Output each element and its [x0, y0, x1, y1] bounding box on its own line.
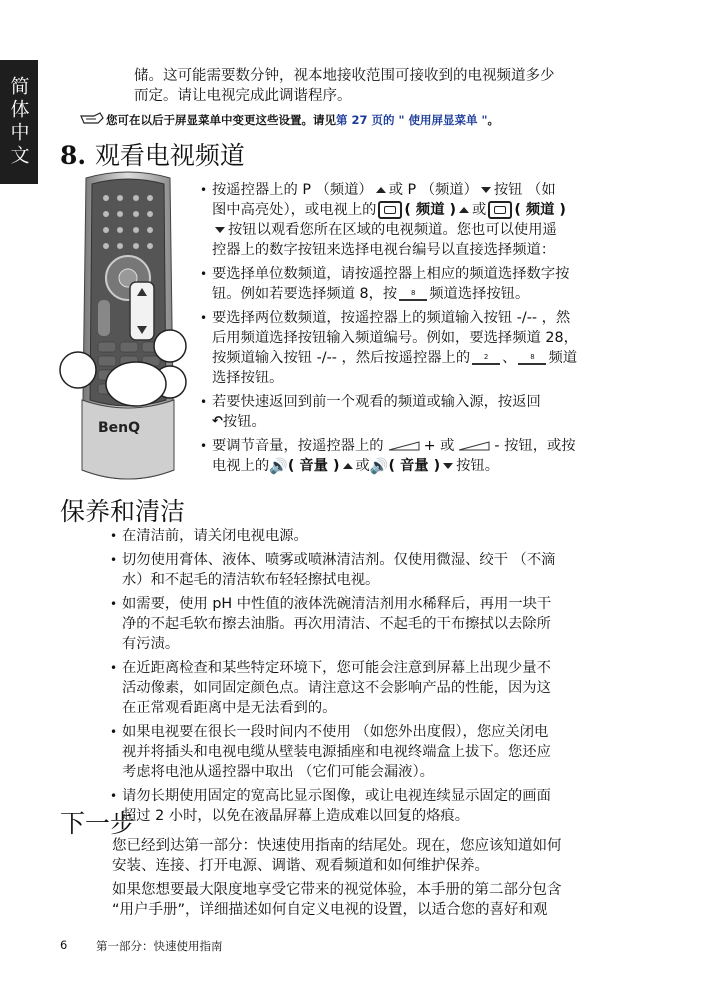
number-key-icon: 2 [472, 352, 500, 365]
section-heading [60, 136, 245, 172]
care-bullets [110, 526, 630, 830]
note-text: 您可在以后于屏显菜单中变更这些设置。请见 [106, 113, 336, 127]
return-icon: ↶ [212, 414, 223, 429]
section-title: 观看电视频道 [94, 141, 245, 170]
note-link[interactable]: 第 27 页的 " 使用屏显菜单 " [336, 113, 488, 127]
up-arrow-icon [343, 463, 353, 469]
list-item: • 要选择单位数频道，请按遥控器上相应的频道选择数字按 钮。例如若要选择频道 8，按 8 频道选择按钮。 [200, 264, 630, 304]
list-item: • 要选择两位数频道，按遥控器上的频道输入按钮 -/-- ，然 后用频道选择按钮输入频道编号。例如，要选择频道 28， 按频道输入按钮 -/-- ，然后按遥控器上的 2 、 8 频道 选择按钮。 [200, 308, 630, 388]
footer-section-label: 第一部分：快速使用指南 [96, 939, 223, 953]
language-tab: 简体中文 [0, 60, 38, 184]
down-arrow-icon [443, 463, 453, 469]
number-key-icon: 8 [399, 288, 427, 301]
speaker-icon: 🔊 [369, 457, 389, 475]
speaker-icon: 🔊 [269, 457, 288, 475]
tv-button-icon [378, 201, 402, 219]
note [80, 112, 680, 128]
list-item: • 按遥控器上的 P （频道） 或 P （频道） 按钮 （如 图中高亮处），或电视上的 ( 频道 ) 或 ( 频道 ) 按钮以观看您所在区域的电视频道。您也可以使用遥 控器上的数字按钮来选择电视台编号以直接选择频道： [200, 180, 630, 260]
volume-down-key-icon [457, 441, 491, 451]
up-arrow-icon [459, 207, 469, 213]
list-item: • 要调节音量，按遥控器上的 + 或 - 按钮，或按 电视上的🔊( 音量 ) 或🔊( 音量 ) 按钮。 [200, 436, 630, 476]
page-number: 6 [60, 938, 68, 952]
list-item: • 如需要，使用 pH 中性值的液体洗碗清洁剂用水稀释后，再用一块干 净的不起毛软布擦去油脂。再次用清洁、不起毛的干布擦拭以去除所 有污渍。 [110, 594, 630, 654]
list-item: • 如果电视要在很长一段时间内不使用 （如您外出度假），您应关闭电 视并将插头和电视电缆从壁装电源插座和电视终端盒上拔下。您还应 考虑将电池从遥控器中取出 （它们可能会漏液）。 [110, 722, 630, 782]
down-arrow-icon [481, 187, 491, 193]
list-item: • 在近距离检查和某些特定环境下，您可能会注意到屏幕上出现少量不 活动像素，如同固定颜色点。请注意这不会影响产品的性能，因为这 在正常观看距离中是无法看到的。 [110, 658, 630, 718]
tv-button-icon [488, 201, 512, 219]
note-icon [80, 112, 106, 127]
up-arrow-icon [376, 187, 386, 193]
section-number: 8. [60, 141, 87, 170]
intro-paragraph [134, 66, 654, 106]
list-item: • 若要快速返回到前一个观看的频道或输入源，按返回 ↶按钮。 [200, 392, 630, 432]
remote-brand-logo: BenQ [98, 420, 141, 436]
list-item: • 切勿使用膏体、液体、喷雾或喷淋清洁剂。仅使用微湿、绞干 （不滴 水）和不起毛的清洁软布轻轻擦拭电视。 [110, 550, 630, 590]
section-title: 保养和清洁 [60, 497, 186, 526]
number-key-icon: 8 [518, 352, 546, 365]
intro-line: 而定。请让电视完成此调谐程序。 [134, 88, 352, 104]
next-paragraph-2: 如果您想要最大限度地享受它带来的视觉体验，本手册的第二部分包含 “用户手册”，详细描述如何自定义电视的设置，以适合您的喜好和观 [112, 882, 562, 918]
list-item: • 在清洁前，请关闭电视电源。 [110, 526, 630, 546]
note-end: 。 [487, 113, 500, 127]
intro-line: 储。这可能需要数分钟，视本地接收范围可接收到的电视频道多少 [134, 68, 555, 84]
next-paragraph-1: 您已经到达第一部分：快速使用指南的结尾处。现在，您应该知道如何 安装、连接、打开电源、调谐、观看频道和如何维护保养。 [112, 838, 562, 874]
down-arrow-icon [215, 227, 225, 233]
list-item: • 请勿长期使用固定的宽高比显示图像，或让电视连续显示固定的画面 超过 2 小时，以免在液晶屏幕上造成难以回复的烙痕。 [110, 786, 630, 826]
volume-up-key-icon [387, 441, 421, 451]
section-title: 下一步 [60, 809, 136, 838]
remote-illustration [58, 170, 198, 488]
section8-bullets [200, 180, 630, 480]
